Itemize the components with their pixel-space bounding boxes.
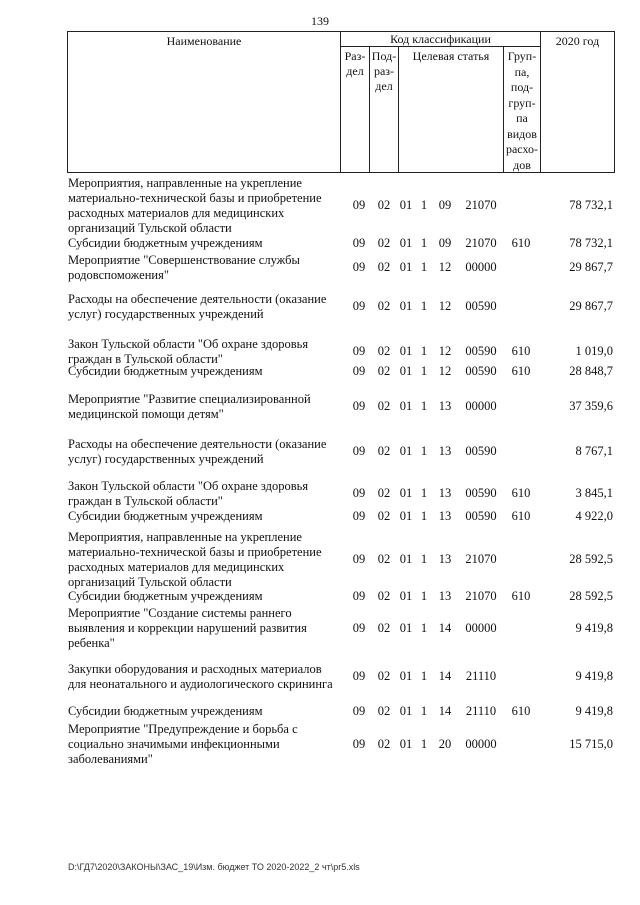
row-name <box>68 530 343 590</box>
row-name-line: материально-технической базы и приобретение <box>68 191 322 205</box>
row-name-line: Закон Тульской области "Об охране здоровья <box>68 479 309 493</box>
row-subprogram: 1 <box>420 589 428 603</box>
row-name-line: Мероприятие "Создание системы раннего <box>68 606 292 620</box>
row-name-line: Мероприятие "Совершенствование службы <box>68 253 300 267</box>
row-event: 14 <box>438 704 452 718</box>
row-razdel: 09 <box>352 737 366 751</box>
row-name <box>68 606 343 651</box>
row-name-line: услуг) государственных учреждений <box>68 307 264 321</box>
header-razdel-line: Раз- <box>344 49 366 63</box>
row-amount-2020: 9 419,8 <box>575 669 613 683</box>
row-expense-type: 610 <box>511 344 531 358</box>
row-razdel: 09 <box>352 509 366 523</box>
row-name-line: Субсидии бюджетным учреждениям <box>68 509 263 523</box>
row-podrazdel: 02 <box>377 399 391 413</box>
row-razdel: 09 <box>352 486 366 500</box>
row-subprogram: 1 <box>420 621 428 635</box>
row-subprogram: 1 <box>420 737 428 751</box>
row-amount-2020: 29 867,7 <box>569 299 613 313</box>
row-expense-type: 610 <box>511 509 531 523</box>
row-event: 13 <box>438 486 452 500</box>
row-program: 01 <box>399 260 413 274</box>
row-event: 13 <box>438 509 452 523</box>
row-amount-2020: 28 592,5 <box>569 589 613 603</box>
row-name-line: Мероприятия, направленные на укрепление <box>68 176 302 190</box>
row-name <box>68 253 343 283</box>
row-direction: 21110 <box>465 704 497 718</box>
row-amount-2020: 78 732,1 <box>569 236 613 250</box>
row-name-line: Расходы на обеспечение деятельности (оказание <box>68 292 327 306</box>
row-name <box>68 364 343 379</box>
row-program: 01 <box>399 444 413 458</box>
row-subprogram: 1 <box>420 344 428 358</box>
row-expense-type: 610 <box>511 486 531 500</box>
row-program: 01 <box>399 486 413 500</box>
row-name-line: медицинской помощи детям" <box>68 407 224 421</box>
row-direction: 00590 <box>465 364 497 378</box>
header-target-article: Целевая статья <box>412 49 490 63</box>
row-podrazdel: 02 <box>377 737 391 751</box>
row-program: 01 <box>399 364 413 378</box>
row-program: 01 <box>399 198 413 212</box>
row-subprogram: 1 <box>420 669 428 683</box>
row-name-line: родовспоможения" <box>68 268 169 282</box>
row-event: 13 <box>438 399 452 413</box>
row-name-line: Субсидии бюджетным учреждениям <box>68 704 263 718</box>
row-name <box>68 589 343 604</box>
row-name <box>68 722 343 767</box>
row-razdel: 09 <box>352 236 366 250</box>
row-subprogram: 1 <box>420 509 428 523</box>
row-program: 01 <box>399 236 413 250</box>
row-direction: 00000 <box>465 399 497 413</box>
row-expense-type: 610 <box>511 364 531 378</box>
row-event: 12 <box>438 299 452 313</box>
row-name-line: граждан в Тульской области" <box>68 494 223 508</box>
header-code-classification: Код классификации <box>390 32 491 46</box>
row-program: 01 <box>399 669 413 683</box>
row-name-line: граждан в Тульской области" <box>68 352 223 366</box>
row-event: 12 <box>438 260 452 274</box>
row-name <box>68 437 343 467</box>
row-razdel: 09 <box>352 704 366 718</box>
header-name: Наименование <box>166 34 242 48</box>
row-direction: 00000 <box>465 621 497 635</box>
row-name-line: Субсидии бюджетным учреждениям <box>68 364 263 378</box>
row-direction: 00590 <box>465 444 497 458</box>
row-name-line: заболеваниями" <box>68 752 153 766</box>
row-razdel: 09 <box>352 399 366 413</box>
row-subprogram: 1 <box>420 299 428 313</box>
row-program: 01 <box>399 344 413 358</box>
row-name-line: услуг) государственных учреждений <box>68 452 264 466</box>
row-name <box>68 662 343 692</box>
row-podrazdel: 02 <box>377 552 391 566</box>
row-razdel: 09 <box>352 669 366 683</box>
row-event: 12 <box>438 344 452 358</box>
row-name <box>68 509 343 524</box>
row-name <box>68 479 343 509</box>
row-podrazdel: 02 <box>377 589 391 603</box>
header-year: 2020 год <box>555 34 600 48</box>
row-direction: 21110 <box>465 669 497 683</box>
row-event: 13 <box>438 552 452 566</box>
header-group-line: под- <box>510 80 534 94</box>
header-podrazdel-line: Под- <box>371 49 397 63</box>
header-group-line: груп- <box>508 95 536 110</box>
row-expense-type: 610 <box>511 704 531 718</box>
row-podrazdel: 02 <box>377 444 391 458</box>
row-direction: 00590 <box>465 344 497 358</box>
row-name-line: Субсидии бюджетным учреждениям <box>68 589 263 603</box>
row-amount-2020: 37 359,6 <box>569 399 613 413</box>
file-path-footer: D:\ГД7\2020\ЗАКОНЫ\ЗАС_19\Изм. бюджет ТО 2020-2022_2 чт\pr5.xls <box>68 862 360 872</box>
row-program: 01 <box>399 552 413 566</box>
row-name-line: расходных материалов для медицинских <box>68 206 285 220</box>
row-subprogram: 1 <box>420 399 428 413</box>
row-razdel: 09 <box>352 198 366 212</box>
header-group-line: Груп- <box>507 49 537 63</box>
row-direction: 21070 <box>465 552 497 566</box>
row-amount-2020: 9 419,8 <box>575 621 613 635</box>
header-group-line: видов <box>507 126 537 141</box>
row-amount-2020: 78 732,1 <box>569 198 613 212</box>
row-expense-type: 610 <box>511 589 531 603</box>
row-amount-2020: 9 419,8 <box>575 704 613 718</box>
row-razdel: 09 <box>352 589 366 603</box>
row-direction: 00590 <box>465 486 497 500</box>
row-event: 14 <box>438 669 452 683</box>
row-amount-2020: 1 019,0 <box>575 344 613 358</box>
row-direction: 21070 <box>465 236 497 250</box>
row-amount-2020: 28 848,7 <box>569 364 613 378</box>
row-subprogram: 1 <box>420 486 428 500</box>
row-subprogram: 1 <box>420 260 428 274</box>
row-event: 13 <box>438 444 452 458</box>
row-direction: 21070 <box>465 198 497 212</box>
row-podrazdel: 02 <box>377 704 391 718</box>
row-name <box>68 236 343 251</box>
row-razdel: 09 <box>352 344 366 358</box>
row-subprogram: 1 <box>420 364 428 378</box>
row-subprogram: 1 <box>420 236 428 250</box>
row-name <box>68 292 343 322</box>
header-podrazdel-line: раз- <box>373 64 395 78</box>
row-podrazdel: 02 <box>377 364 391 378</box>
row-direction: 00590 <box>465 299 497 313</box>
row-name-line: Мероприятия, направленные на укрепление <box>68 530 302 544</box>
page-number: 139 <box>311 14 329 28</box>
row-name-line: Мероприятие "Развитие специализированной <box>68 392 311 406</box>
row-name <box>68 392 343 422</box>
row-direction: 00000 <box>465 737 497 751</box>
row-name-line: Закон Тульской области "Об охране здоровья <box>68 337 309 351</box>
header-group-line: па <box>516 111 528 125</box>
row-amount-2020: 28 592,5 <box>569 552 613 566</box>
row-name <box>68 337 343 367</box>
row-podrazdel: 02 <box>377 344 391 358</box>
row-name-line: для неонатального и аудиологического скрининга <box>68 677 333 691</box>
header-podrazdel-line: дел <box>375 79 393 93</box>
row-amount-2020: 29 867,7 <box>569 260 613 274</box>
row-program: 01 <box>399 509 413 523</box>
row-name-line: организаций Тульской области <box>68 221 232 235</box>
row-name-line: ребенка" <box>68 636 115 650</box>
header-group-line: дов <box>513 157 531 172</box>
row-podrazdel: 02 <box>377 299 391 313</box>
row-program: 01 <box>399 299 413 313</box>
row-subprogram: 1 <box>420 444 428 458</box>
row-amount-2020: 15 715,0 <box>569 737 613 751</box>
row-name-line: Субсидии бюджетным учреждениям <box>68 236 263 250</box>
row-razdel: 09 <box>352 364 366 378</box>
row-name <box>68 176 343 236</box>
row-podrazdel: 02 <box>377 198 391 212</box>
row-event: 12 <box>438 364 452 378</box>
row-podrazdel: 02 <box>377 669 391 683</box>
row-amount-2020: 4 922,0 <box>575 509 613 523</box>
row-program: 01 <box>399 704 413 718</box>
row-podrazdel: 02 <box>377 621 391 635</box>
row-name-line: выявления и коррекции нарушений развития <box>68 621 307 635</box>
row-event: 20 <box>438 737 452 751</box>
row-name <box>68 704 343 719</box>
row-expense-type: 610 <box>511 236 531 250</box>
row-event: 09 <box>438 236 452 250</box>
row-name-line: Мероприятие "Предупреждение и борьба с <box>68 722 298 736</box>
header-razdel-line: дел <box>346 64 364 78</box>
row-program: 01 <box>399 399 413 413</box>
row-program: 01 <box>399 589 413 603</box>
row-amount-2020: 8 767,1 <box>575 444 613 458</box>
row-razdel: 09 <box>352 621 366 635</box>
row-podrazdel: 02 <box>377 260 391 274</box>
row-program: 01 <box>399 621 413 635</box>
row-name-line: расходных материалов для медицинских <box>68 560 285 574</box>
row-direction: 00590 <box>465 509 497 523</box>
row-subprogram: 1 <box>420 198 428 212</box>
row-name-line: Расходы на обеспечение деятельности (оказание <box>68 437 327 451</box>
row-name-line: материально-технической базы и приобретение <box>68 545 322 559</box>
row-amount-2020: 3 845,1 <box>575 486 613 500</box>
row-razdel: 09 <box>352 552 366 566</box>
row-podrazdel: 02 <box>377 509 391 523</box>
row-name-line: социально значимыми инфекционными <box>68 737 280 751</box>
header-group-line: расхо- <box>505 142 539 156</box>
row-name-line: организаций Тульской области <box>68 575 232 589</box>
row-podrazdel: 02 <box>377 236 391 250</box>
row-name-line: Закупки оборудования и расходных материалов <box>68 662 322 676</box>
row-razdel: 09 <box>352 444 366 458</box>
row-subprogram: 1 <box>420 704 428 718</box>
row-podrazdel: 02 <box>377 486 391 500</box>
row-event: 13 <box>438 589 452 603</box>
header-group-line: па, <box>514 64 530 79</box>
row-subprogram: 1 <box>420 552 428 566</box>
row-direction: 00000 <box>465 260 497 274</box>
row-razdel: 09 <box>352 260 366 274</box>
row-program: 01 <box>399 737 413 751</box>
row-razdel: 09 <box>352 299 366 313</box>
row-event: 14 <box>438 621 452 635</box>
row-direction: 21070 <box>465 589 497 603</box>
row-event: 09 <box>438 198 452 212</box>
